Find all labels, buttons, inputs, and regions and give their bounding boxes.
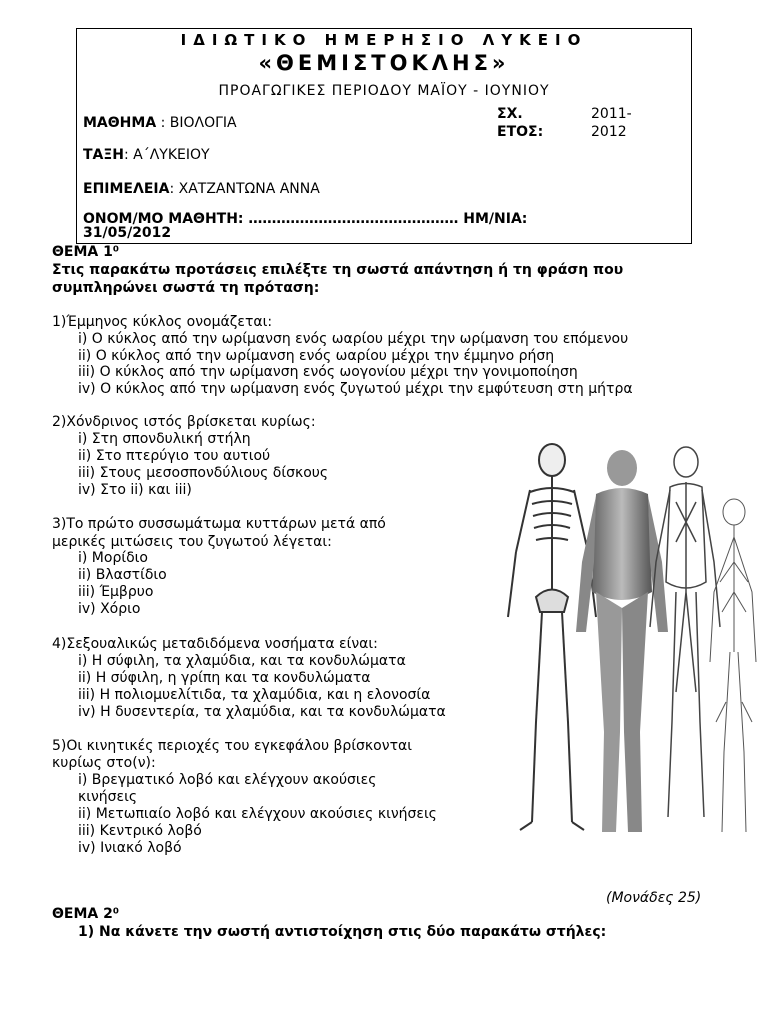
question-1: 1)Έμμηνος κύκλος ονομάζεται: (52, 314, 273, 330)
subject-value: : ΒΙΟΛΟΓΙΑ (156, 115, 237, 131)
q3-option: iii) Έμβρυο (78, 584, 154, 600)
student-name-line: ΟΝΟΜ/ΜΟ ΜΑΘΗΤΗ: ……………………………………… ΗΜ/ΝΙΑ: (83, 211, 528, 227)
subject-row (83, 115, 237, 131)
editor-row (83, 181, 320, 197)
question-5-cont: κυρίως στο(ν): (52, 755, 156, 771)
q4-option: iv) Η δυσεντερία, τα χλαμύδια, και τα κονδυλώματα (78, 704, 446, 720)
marks-label: (Μονάδες 25) (606, 890, 702, 906)
question-2: 2)Χόνδρινος ιστός βρίσκεται κυρίως: (52, 414, 316, 430)
human-body-systems-illustration (500, 432, 762, 852)
exam-header-box (76, 28, 692, 244)
theme1-instructions: Στις παρακάτω προτάσεις επιλέξτε τη σωστά απάντηση ή τη φράση που (52, 262, 624, 278)
q4-option: ii) Η σύφιλη, η γρίπη και τα κονδυλώματα (78, 670, 371, 686)
school-type: ΙΔΙΩΤΙΚΟ ΗΜΕΡΗΣΙΟ ΛΥΚΕΙΟ (180, 31, 588, 49)
question-3: 3)Το πρώτο συσσωμάτωμα κυττάρων μετά από (52, 516, 386, 532)
nervous-system-figure (710, 499, 756, 832)
theme1-instructions-cont: συμπληρώνει σωστά τη πρόταση: (52, 280, 320, 296)
subject-label: ΜΑΘΗΜΑ (83, 115, 157, 131)
skeleton-figure (508, 444, 596, 830)
q2-option: iii) Στους μεσοσπονδύλιους δίσκους (78, 465, 329, 481)
school-year-value: 2011- 2012 (591, 106, 632, 140)
q1-option: i) Ο κύκλος από την ωρίμανση ενός ωαρίου μέχρι την ωρίμανση του επόμενου (78, 331, 629, 347)
exam-date: 31/05/2012 (83, 225, 172, 241)
question-3-cont: μερικές μιτώσεις του ζυγωτού λέγεται: (52, 534, 332, 550)
question-5: 5)Οι κινητικές περιοχές του εγκεφάλου βρίσκονται (52, 738, 412, 754)
q2-option: iv) Στο ii) και iii) (78, 482, 192, 498)
class-row (83, 147, 210, 163)
q2-option: i) Στη σπονδυλική στήλη (78, 431, 251, 447)
question-4: 4)Σεξουαλικώς μεταδιδόμενα νοσήματα είναι: (52, 636, 378, 652)
muscle-figure (576, 450, 668, 832)
theme2-instruction: 1) Να κάνετε την σωστή αντιστοίχηση στις δύο παρακάτω στήλες: (78, 924, 607, 940)
editor-value: : ΧΑΤΖΑΝΤΩΝΑ ΑΝΝΑ (169, 181, 320, 197)
q1-option: ii) Ο κύκλος από την ωρίμανση ενός ωαρίου μέχρι την έμμηνο ρήση (78, 348, 555, 364)
q1-option: iv) Ο κύκλος από την ωρίμανση ενός ζυγωτού μέχρι την εμφύτευση στη μήτρα (78, 381, 633, 397)
q4-option: iii) Η πολιομυελίτιδα, τα χλαμύδια, και η ελονοσία (78, 687, 431, 703)
q2-option: ii) Στο πτερύγιο του αυτιού (78, 448, 271, 464)
school-name: «ΘΕΜΙΣΤΟΚΛΗΣ» (258, 51, 510, 75)
theme1-title: ΘΕΜΑ 1⁰ (52, 244, 119, 260)
school-year-label: ΣΧ. ΕΤΟΣ: (497, 106, 544, 140)
theme2-title: ΘΕΜΑ 2⁰ (52, 906, 119, 922)
class-value: : Α΄ΛΥΚΕΙΟΥ (123, 147, 210, 163)
q5-option: iv) Ινιακό λοβό (78, 840, 182, 856)
q5-option-cont: κινήσεις (78, 789, 138, 805)
q4-option: i) Η σύφιλη, τα χλαμύδια, και τα κονδυλώματα (78, 653, 406, 669)
class-label: ΤΑΞΗ (83, 147, 124, 163)
q3-option: iv) Χόριο (78, 601, 141, 617)
exam-title: ΠΡΟΑΓΩΓΙΚΕΣ ΠΕΡΙΟΔΟΥ ΜΑΪΟΥ - ΙΟΥΝΙΟΥ (218, 83, 550, 99)
q3-option: ii) Βλαστίδιο (78, 567, 167, 583)
editor-label: ΕΠΙΜΕΛΕΙΑ (83, 181, 170, 197)
q5-option: iii) Κεντρικό λοβό (78, 823, 202, 839)
q5-option: i) Βρεγματικό λοβό και ελέγχουν ακούσιες (78, 772, 377, 788)
q1-option: iii) Ο κύκλος από την ωρίμανση ενός ωογονίου μέχρι την γονιμοποίηση (78, 364, 578, 380)
q3-option: i) Μορίδιο (78, 550, 148, 566)
q5-option: ii) Μετωπιαίο λοβό και ελέγχουν ακούσιες κινήσεις (78, 806, 437, 822)
